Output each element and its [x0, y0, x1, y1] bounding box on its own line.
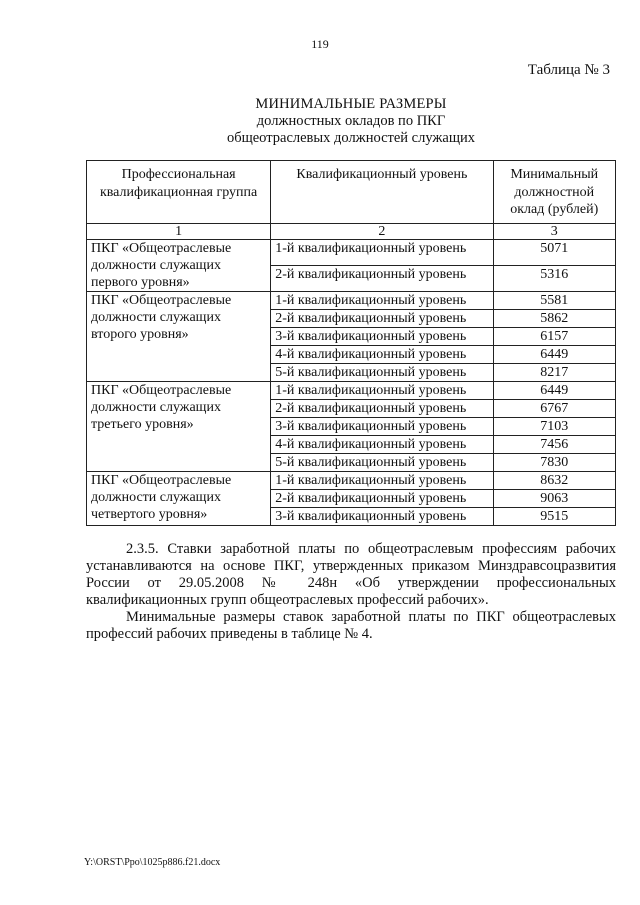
salary-cell: 7456	[493, 435, 615, 453]
level-cell: 3-й квалификационный уровень	[271, 507, 493, 525]
level-cell: 1-й квалификационный уровень	[271, 381, 493, 399]
column-number: 3	[493, 223, 615, 239]
page-number: 119	[311, 37, 329, 51]
level-cell: 1-й квалификационный уровень	[271, 291, 493, 309]
salary-cell: 6767	[493, 399, 615, 417]
title-line-3: общеотраслевых должностей служащих	[226, 130, 476, 146]
table-row	[87, 381, 616, 399]
level-cell: 4-й квалификационный уровень	[271, 345, 493, 363]
salary-cell: 8217	[493, 363, 615, 381]
group-name-cell: ПКГ «Общеотраслевые должности служащих первого уровня»	[87, 239, 271, 291]
level-cell: 2-й квалификационный уровень	[271, 489, 493, 507]
salary-cell: 5316	[493, 265, 615, 291]
header-level: Квалификационный уровень	[271, 161, 493, 224]
level-cell: 4-й квалификационный уровень	[271, 435, 493, 453]
footer-file-path: Y:\ORST\Ppo\1025p886.f21.docx	[84, 857, 221, 868]
group-name-cell: ПКГ «Общеотраслевые должности служащих третьего уровня»	[87, 381, 271, 471]
level-cell: 3-й квалификационный уровень	[271, 417, 493, 435]
salary-cell: 9515	[493, 507, 615, 525]
title-line-1: МИНИМАЛЬНЫЕ РАЗМЕРЫ	[255, 96, 447, 112]
salary-cell: 6449	[493, 345, 615, 363]
header-salary: Минимальный должностной оклад (рублей)	[493, 161, 615, 224]
salary-cell: 8632	[493, 471, 615, 489]
header-row	[87, 161, 616, 224]
header-group: Профессиональная квалификационная группа	[87, 161, 271, 224]
salary-cell: 5581	[493, 291, 615, 309]
salary-table	[86, 160, 616, 526]
salary-cell: 6157	[493, 327, 615, 345]
level-cell: 5-й квалификационный уровень	[271, 363, 493, 381]
body-text	[86, 541, 616, 643]
table-label: Таблица № 3	[527, 62, 610, 78]
group-name-cell: ПКГ «Общеотраслевые должности служащих второго уровня»	[87, 291, 271, 381]
column-number-row	[87, 223, 616, 239]
level-cell: 1-й квалификационный уровень	[271, 471, 493, 489]
salary-cell: 5071	[493, 239, 615, 265]
level-cell: 3-й квалификационный уровень	[271, 327, 493, 345]
level-cell: 2-й квалификационный уровень	[271, 309, 493, 327]
column-number: 2	[271, 223, 493, 239]
table-row	[87, 471, 616, 489]
level-cell: 2-й квалификационный уровень	[271, 399, 493, 417]
salary-cell: 6449	[493, 381, 615, 399]
paragraph: 2.3.5. Ставки заработной платы по общеотраслевым профессиям рабочих устанавливаются на основе ПКГ, утвержденных приказом Минздравсоцразвития России от 29.05.2008 № 248н «Об утверждении профессиональных квалификационных групп общеотраслевых профессий рабочих».	[86, 541, 616, 608]
salary-cell: 7103	[493, 417, 615, 435]
salary-cell: 7830	[493, 453, 615, 471]
level-cell: 1-й квалификационный уровень	[271, 239, 493, 265]
level-cell: 5-й квалификационный уровень	[271, 453, 493, 471]
table-row	[87, 291, 616, 309]
level-cell: 2-й квалификационный уровень	[271, 265, 493, 291]
table-row	[87, 239, 616, 265]
group-name-cell: ПКГ «Общеотраслевые должности служащих четвертого уровня»	[87, 471, 271, 525]
column-number: 1	[87, 223, 271, 239]
title-line-2: должностных окладов по ПКГ	[256, 113, 446, 129]
salary-cell: 9063	[493, 489, 615, 507]
paragraph: Минимальные размеры ставок заработной платы по ПКГ общеотраслевых профессий рабочих приведены в таблице № 4.	[86, 609, 616, 642]
table-title	[86, 96, 616, 147]
salary-cell: 5862	[493, 309, 615, 327]
